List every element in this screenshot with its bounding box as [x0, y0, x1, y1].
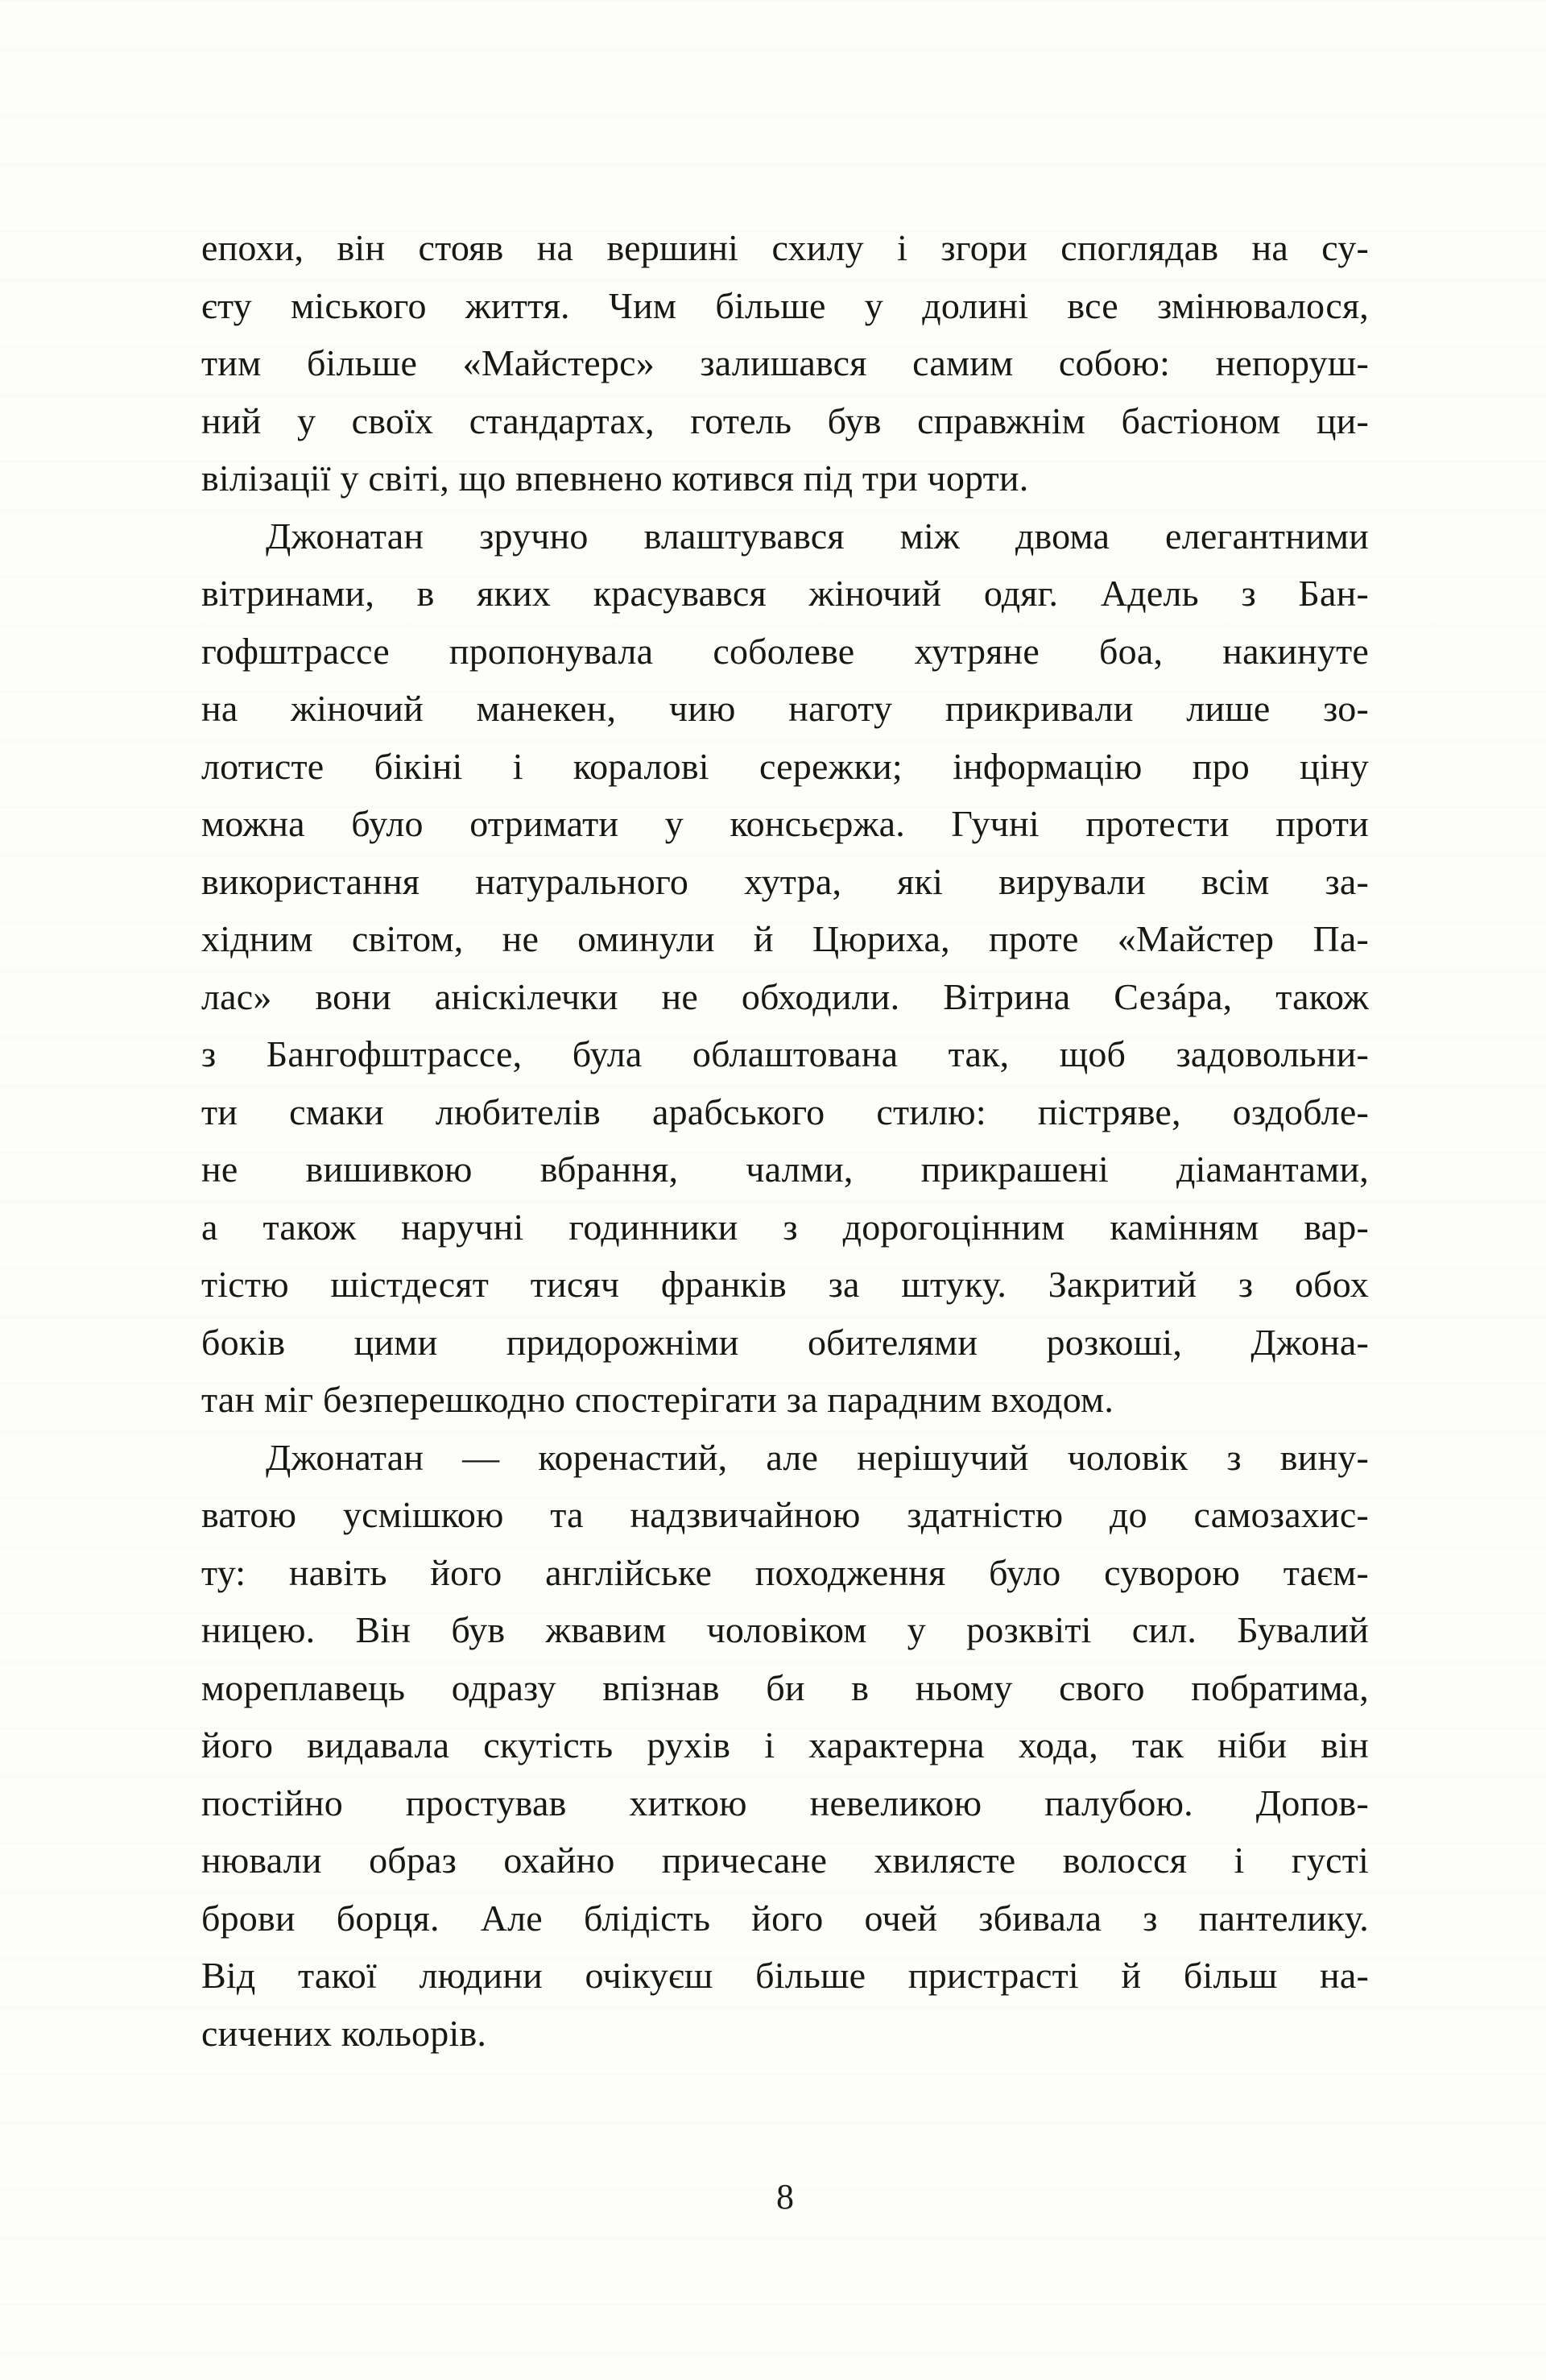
text-line: ту: навіть його англійське походження було суворою таєм-	[201, 1551, 1369, 1593]
text-line: нювали образ охайно причесане хвилясте волосся і густі	[201, 1840, 1369, 1881]
text-line: ницею. Він був жвавим чоловіком у розквіті сил. Бувалий	[201, 1609, 1369, 1650]
text-line: на жіночий манекен, чию наготу прикривали лише зо-	[201, 688, 1369, 729]
text-line: постійно простував хиткою невеликою палубою. Допов-	[201, 1782, 1369, 1823]
text-line: ний у своїх стандартах, готель був справжнім бастіоном ци-	[201, 399, 1369, 441]
text-line: гофштрассе пропонувала соболеве хутряне боа, накинуте	[201, 630, 1369, 672]
text-line: ватою усмішкою та надзвичайною здатністю до самозахис-	[201, 1494, 1369, 1535]
page-number: 8	[776, 2177, 794, 2217]
text-line: а також наручні годинники з дорогоцінним камінням вар-	[201, 1206, 1369, 1248]
text-line: не вишивкою вбрання, чалми, прикрашені діамантами,	[201, 1149, 1369, 1190]
text-line: використання натурального хутра, які вирували всім за-	[201, 860, 1369, 902]
text-line: вітринами, в яких красувався жіночий одяг. Адель з Бан-	[201, 573, 1369, 614]
paragraph	[201, 507, 1369, 1429]
paragraph	[201, 1429, 1369, 2063]
text-line: його видавала скутість рухів і характерна хода, так ніби він	[201, 1724, 1369, 1765]
text-line: тістю шістдесят тисяч франків за штуку. Закритий з обох	[201, 1264, 1369, 1305]
text-line: Від такої людини очікуєш більше пристрасті й більш на-	[201, 1955, 1369, 1996]
text-line: з Бангофштрассе, була облаштована так, щоб задовольни-	[201, 1033, 1369, 1074]
text-block	[201, 219, 1369, 2062]
text-line: сичених кольорів.	[201, 2012, 487, 2054]
text-line: лас» вони аніскілечки не обходили. Вітрина Сезáра, також	[201, 975, 1369, 1017]
text-line: епохи, він стояв на вершині схилу і згори споглядав на су-	[201, 227, 1369, 268]
text-line: хідним світом, не оминули й Цюриха, проте «Майстер Па-	[201, 918, 1369, 959]
text-line: вілізації у світі, що впевнено котився під три чорти.	[201, 457, 1029, 499]
text-line: боків цими придорожніми обителями розкоші, Джона-	[201, 1321, 1369, 1363]
text-line: лотисте бікіні і коралові сережки; інформацію про ціну	[201, 745, 1369, 787]
text-line: брови борця. Але блідість його очей збивала з пантелику.	[201, 1897, 1369, 1939]
text-line: можна було отримати у консьєржа. Гучні протести проти	[201, 803, 1369, 844]
text-line: тан міг безперешкодно спостерігати за парадним входом.	[201, 1379, 1114, 1420]
text-line: єту міського життя. Чим більше у долині все змінювалося,	[201, 284, 1369, 326]
text-line: мореплавець одразу впізнав би в ньому свого побратима,	[201, 1666, 1369, 1708]
text-line: ти смаки любителів арабського стилю: пістряве, оздобле-	[201, 1091, 1369, 1132]
paragraph	[201, 219, 1369, 507]
text-line: Джонатан — коренастий, але нерішучий чоловік з вину-	[266, 1436, 1369, 1478]
text-line: тим більше «Майстерс» залишався самим собою: непоруш-	[201, 342, 1369, 383]
text-line: Джонатан зручно влаштувався між двома елегантними	[266, 515, 1369, 557]
